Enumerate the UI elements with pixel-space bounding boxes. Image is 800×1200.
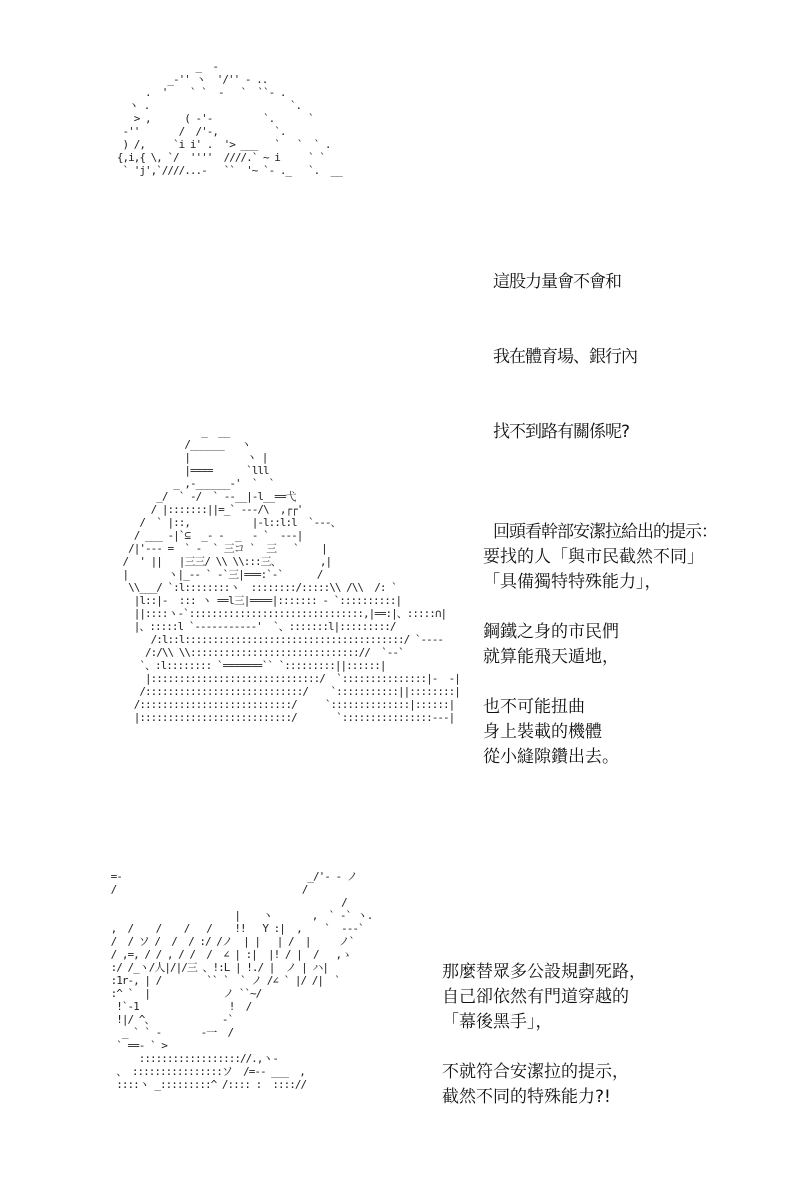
ascii-art-figure-thinking: _ - _-'' ヽ '/'' - .. . ' ` ` - ` ``- . ヽ . `. > , ( -'- `. ` -'' / /'-, `. ) /, `i i' . '> ___ ` ` ` . {,i,{ \, `/ '''' ////.` ~ i ` ` ` 'j',`////...- `` '~ `- ._ `. __ 這股力量會不會和 我在體育場、銀行內 找不到路有關係呢? 回頭看幹部安潔拉給出的提示： [10,60,342,203]
narration-line: 「幕後黑手」， [442,1012,553,1032]
narration-line: 這股力量會不會和 [493,272,621,292]
narration-line: 自己卻依然有門道穿越的 [442,987,629,1007]
narration-text-2 [483,545,704,770]
narration-line: 「具備獨特特殊能力」， [483,572,662,592]
narration-line: 要找的人「與市民截然不同」 [483,547,704,567]
narration-text-3 [442,960,646,1110]
panel-2 [0,415,800,855]
panel-1 [0,40,800,542]
narration-line: 找不到路有關係呢? [493,422,630,442]
narration-line: 我在體育場、銀行內 [493,347,637,367]
narration-line: 截然不同的特殊能力?! [442,1087,611,1107]
ascii-art-robot-citizen: _ __ /______ ヽ | ヽ | |==== `lll _ ,-______-' ` ` _/ ` -/ ` --__|-l__==弋 / |:::::::||=_` ---/\ ,┌┌' / ` |::, |-l::l:l `---、 / ___ -|`⊆ _- - _ - ` ---| /|'--- = ` - ` 三コ ` 三 ` | / ' || |三三/ \\ \\:::三、 ,| | ヽ|_-- ` -`三|===:`-` / \\___/ `:l::::::::ヽ ::::::::/:::::\\ /\\ /: ` |l::|- ::: ヽ ==l三|====|::::::: - `::::::::::| ||::::ヽ-`:::::::::::::::::::::::::::::::,|==:|、:::::∩| |、:::::l `-----------' `、:::::::l|:::::::::/ /:l::l:::::::::::::::::::::::::::::::::::::::/ `---- /:/\\ \\::::::::::::::::::::::::::::::// `--` `、:l:::::::: `=======`` `:::::::::||::::::| |::::::::::::::::::::::::::::::/ `:::::::::::::::|- -| /::::::::::::::::::::::::::::/ `:::::::::::||::::::::| /:::::::::::::::::::::::::::/ `::::::::::::::|::::::| |:::::::::::::::::::::::::::/ `::::::::::::::::---| [122,425,460,724]
ascii-art-shadowy-figure: =- _/'- - ノ / / / | ヽ , ` -` ヽ. , / / / / !! Y :| , ` ---` / / ソ / / / :/ /ノ | | | / | ノ` / ,=, / / , / / / ∠ | :| |! / | / ,ゝ :/ /_ヽ/人|/|/三 、!:L | !./ | ノ | ハ| :1r-, | / `` ` ` ノ /∠ ` |/ /| ` :^ ` | ノ ``~/ !`-1 ! / !|/ ^、 -` _ ` ` - -一 / ` ==- ` > :::::::::::::::::://.,ヽ- 、 ::::::::::::::::ソ /=-- ___ , ::::ヽ _:::::::::^ /:::: : ::::// [110,870,373,1091]
narration-line: 身上裝載的機體 [483,722,602,742]
narration-line: 那麼替眾多公設規劃死路， [442,962,646,982]
narration-line: 就算能飛天遁地， [483,647,619,667]
panel-3 [0,855,800,1175]
narration-line: 也不可能扭曲 [483,697,585,717]
narration-line: 不就符合安潔拉的提示， [442,1062,629,1082]
narration-line: 鋼鐵之身的市民們 [483,622,619,642]
narration-line: 回頭看幹部安潔拉給出的提示： [493,522,717,542]
narration-line: 從小縫隙鑽出去。 [483,747,619,767]
